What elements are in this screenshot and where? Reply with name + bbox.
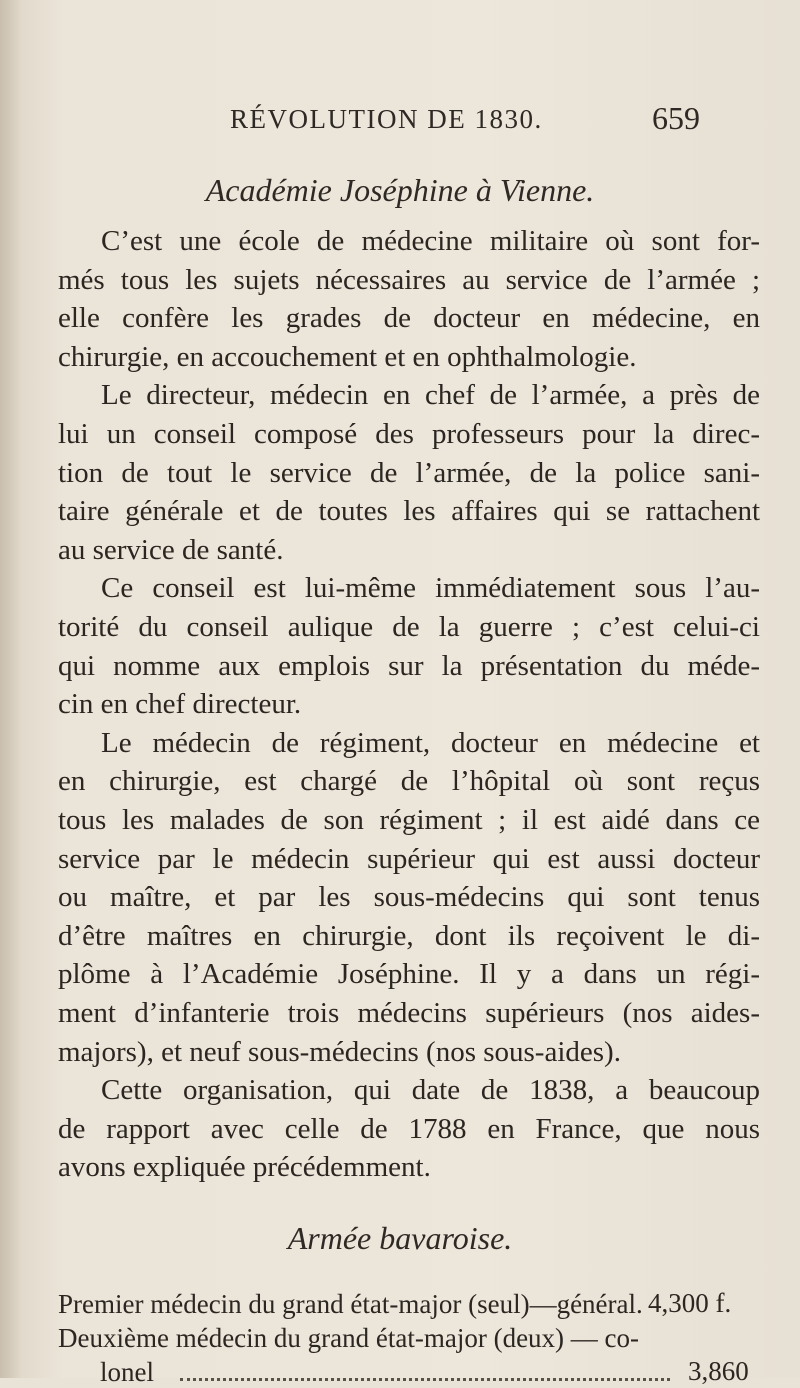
text-line: service par le médecin supérieur qui est aussi docteur bbox=[58, 843, 760, 875]
section-title-academie: Académie Joséphine à Vienne. bbox=[205, 172, 595, 208]
text-line: tous les malades de son régiment ; il est aidé dans ce bbox=[58, 804, 760, 836]
text-line: cin en chef directeur. bbox=[58, 688, 302, 720]
list-item-text: Deuxième médecin du grand état-major (deux) — co- bbox=[58, 1323, 640, 1353]
text-line: Le médecin de régiment, docteur en médecine et bbox=[101, 727, 760, 759]
text-line: en chirurgie, est chargé de l’hôpital où sont reçus bbox=[58, 765, 760, 797]
text-line: ou maître, et par les sous-médecins qui sont tenus bbox=[58, 881, 760, 913]
text-line: de rapport avec celle de 1788 en France, que nous bbox=[58, 1113, 760, 1145]
text-line: qui nomme aux emplois sur la présentation du méde- bbox=[58, 650, 760, 682]
list-item-amount: 3,860 bbox=[688, 1356, 749, 1386]
text-line: tion de tout le service de l’armée, de la police sani- bbox=[58, 457, 760, 489]
list-item-text: lonel bbox=[100, 1357, 154, 1387]
text-line: majors), et neuf sous-médecins (nos sous-aides). bbox=[58, 1036, 621, 1068]
text-line: au service de santé. bbox=[58, 534, 284, 566]
list-item-amount: 4,300 f. bbox=[648, 1288, 732, 1318]
text-line: torité du conseil aulique de la guerre ; c’est celui-ci bbox=[58, 611, 760, 643]
dot-leaders bbox=[180, 1366, 670, 1381]
text-line: avons expliquée précédemment. bbox=[58, 1151, 431, 1183]
text-line: chirurgie, en accouchement et en ophthalmologie. bbox=[58, 341, 637, 373]
text-line: Le directeur, médecin en chef de l’armée, a près de bbox=[101, 379, 760, 411]
running-head: RÉVOLUTION DE 1830. bbox=[230, 104, 543, 134]
text-line: taire générale et de toutes les affaires qui se rattachent bbox=[58, 495, 760, 527]
page-number: 659 bbox=[652, 100, 700, 136]
text-line: ment d’infanterie trois médecins supérieurs (nos aides- bbox=[58, 997, 760, 1029]
text-line: plôme à l’Académie Joséphine. Il y a dans un régi- bbox=[58, 958, 760, 990]
text-line: Ce conseil est lui-même immédiatement sous l’au- bbox=[101, 572, 760, 604]
text-line: lui un conseil composé des professeurs pour la direc- bbox=[58, 418, 760, 450]
text-line: més tous les sujets nécessaires au service de l’armée ; bbox=[58, 264, 760, 296]
list-item-text: Premier médecin du grand état-major (seul)—général. bbox=[58, 1289, 643, 1319]
text-line: Cette organisation, qui date de 1838, a beaucoup bbox=[101, 1074, 760, 1106]
section-title-armee-bavaroise: Armée bavaroise. bbox=[287, 1220, 513, 1256]
text-line: elle confère les grades de docteur en médecine, en bbox=[58, 302, 760, 334]
text-line: d’être maîtres en chirurgie, dont ils reçoivent le di- bbox=[58, 920, 760, 952]
text-line: C’est une école de médecine militaire où sont for- bbox=[101, 225, 760, 257]
